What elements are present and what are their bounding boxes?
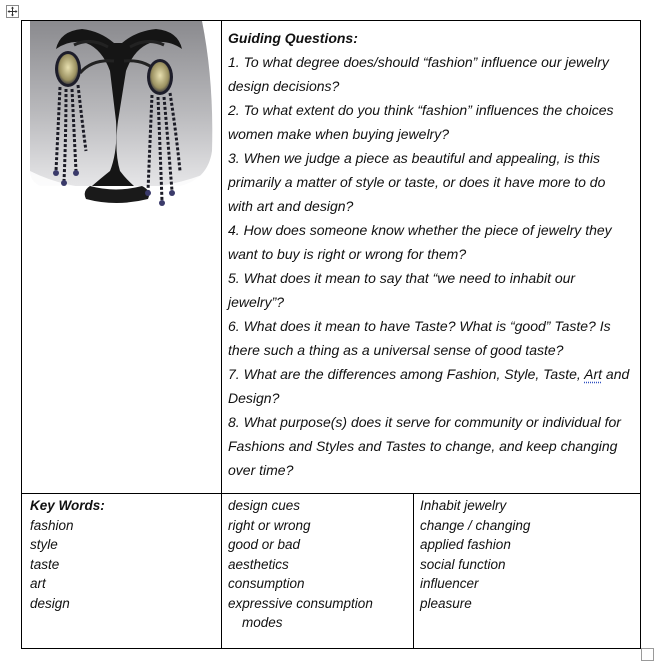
question-6: 6. What does it mean to have Taste? What is “good” Taste? Is there such a thing as a universal sense of good taste? [228,318,611,358]
question-3: 3. When we judge a piece as beautiful and appealing, is this primarily a matter of style or taste, or does it have more to do with art and design? [228,150,606,214]
question-1: 1. To what degree does/should “fashion” influence our jewelry design decisions? [228,54,609,94]
guiding-questions-heading: Guiding Questions: [228,30,358,46]
table-resize-handle[interactable] [641,648,654,661]
keyword: change / changing [420,517,531,533]
keyword: design cues [228,498,301,513]
move-arrows-icon [7,6,18,17]
keyword: pleasure [420,595,472,611]
keyword: social function [420,556,506,572]
keywords-heading: Key Words: [30,498,105,513]
question-2: 2. To what extent do you think “fashion” influences the choices women make when buying jewelry? [228,102,614,142]
guiding-questions-cell[interactable] [222,21,641,493]
keywords-cell-1[interactable] [22,494,221,649]
question-8: 8. What purpose(s) does it serve for community or individual for Fashions and Styles and Tastes to change, and keep changing over time? [228,414,621,478]
keywords-cell-3[interactable] [414,494,641,649]
question-5: 5. What does it mean to say that “we need to inhabit our jewelry”? [228,270,576,310]
keyword: Inhabit jewelry [420,498,507,513]
keywords-cell-2[interactable] [222,494,413,649]
question-7 [228,362,633,410]
question-7-tail: and Design? [228,366,630,406]
keyword: applied fashion [420,537,511,552]
keyword: good or bad [228,537,301,552]
spellcheck-word[interactable]: Art [584,366,603,382]
earrings-photo [30,21,214,213]
question-7-text: 7. What are the differences among Fashion, Style, Taste, [228,366,585,382]
keyword: consumption [228,576,305,591]
keyword: art [30,576,46,591]
keyword: taste [30,556,60,572]
keyword: expressive consumption [228,595,373,611]
keyword: influencer [420,576,479,591]
keyword: right or wrong [228,517,311,533]
table-move-handle[interactable] [6,5,19,18]
image-cell[interactable] [22,21,221,493]
keyword: aesthetics [228,556,289,572]
keyword: fashion [30,517,74,533]
question-4: 4. How does someone know whether the piece of jewelry they want to buy is right or wrong for them? [228,222,612,262]
keyword: design [30,595,70,611]
keyword: modes [242,615,283,630]
content-table [21,20,641,649]
keyword: style [30,537,58,552]
